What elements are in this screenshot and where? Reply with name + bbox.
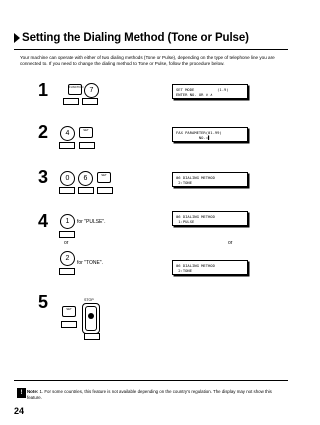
key-pad-outline [59, 231, 75, 238]
key-pad-outline [79, 142, 95, 149]
set-key[interactable]: SET [79, 127, 93, 138]
key-pad-outline [82, 98, 98, 105]
key-6[interactable]: 6 [78, 171, 93, 186]
key-7[interactable]: 7 [84, 83, 99, 98]
lcd-display-tone: 06 DIALING METHOD 2:TONE [172, 260, 248, 275]
key-pad-outline [59, 142, 75, 149]
note-text [27, 389, 277, 401]
or-label: or [64, 240, 69, 246]
option-tone-label: for "TONE". [77, 260, 103, 266]
step-5-number: 5 [38, 292, 49, 312]
key-pad-outline [61, 321, 77, 328]
title-arrow-icon [14, 33, 20, 43]
note-label: Note: [27, 389, 39, 394]
key-2[interactable]: 2 [60, 251, 75, 266]
stop-button-icon [88, 313, 94, 319]
key-pad-outline [78, 187, 94, 194]
page-number: 24 [14, 406, 25, 416]
key-pad-outline [97, 187, 113, 194]
step-4-number: 4 [38, 211, 49, 231]
set-key[interactable]: SET [97, 172, 111, 183]
set-key[interactable]: SET [62, 306, 76, 317]
step-3-number: 3 [38, 167, 49, 187]
step-2-number: 2 [38, 122, 49, 142]
display-or-label: or [228, 240, 233, 246]
option-pulse-label: for "PULSE". [77, 219, 106, 225]
lcd-display-step-1: SET MODE (1-9) ENTER NO. OR ∨ ∧ [172, 84, 248, 99]
lcd-display-pulse: 06 DIALING METHOD 1:PULSE [172, 211, 248, 226]
key-0[interactable]: 0 [60, 171, 75, 186]
key-pad-outline [59, 187, 75, 194]
key-1[interactable]: 1 [60, 214, 75, 229]
key-pad-outline [63, 98, 79, 105]
key-pad-outline [84, 333, 100, 340]
stop-key-inner [85, 306, 97, 331]
key-4[interactable]: 4 [60, 126, 75, 141]
title-divider [14, 49, 288, 50]
note-body: 1. For some countries, this feature is not available depending on the country's regulation. The display may not show this feature. [27, 389, 272, 400]
page-title-text: Setting the Dialing Method (Tone or Pulse) [22, 32, 249, 44]
lcd-display-step-2: FAX PARAMETER(01-99) NO.=▌ [172, 127, 248, 142]
stop-key[interactable] [82, 303, 100, 334]
intro-paragraph: Your machine can operate with either of two dialing methods (Tone or Pulse), depending on the type of telephone line you are connected to. If you need to change the dialing method to Tone or Pulse, follow the procedure below. [20, 55, 275, 67]
step-1-number: 1 [38, 80, 49, 100]
lcd-display-step-3: 06 DIALING METHOD 2:TONE [172, 172, 248, 187]
function-key[interactable]: FUNCTION [68, 84, 82, 95]
stop-key-label: STOP [84, 298, 94, 302]
key-pad-outline [59, 268, 75, 275]
page-title [14, 32, 249, 44]
note-divider [14, 380, 288, 381]
note-warning-icon: ! [17, 388, 26, 398]
